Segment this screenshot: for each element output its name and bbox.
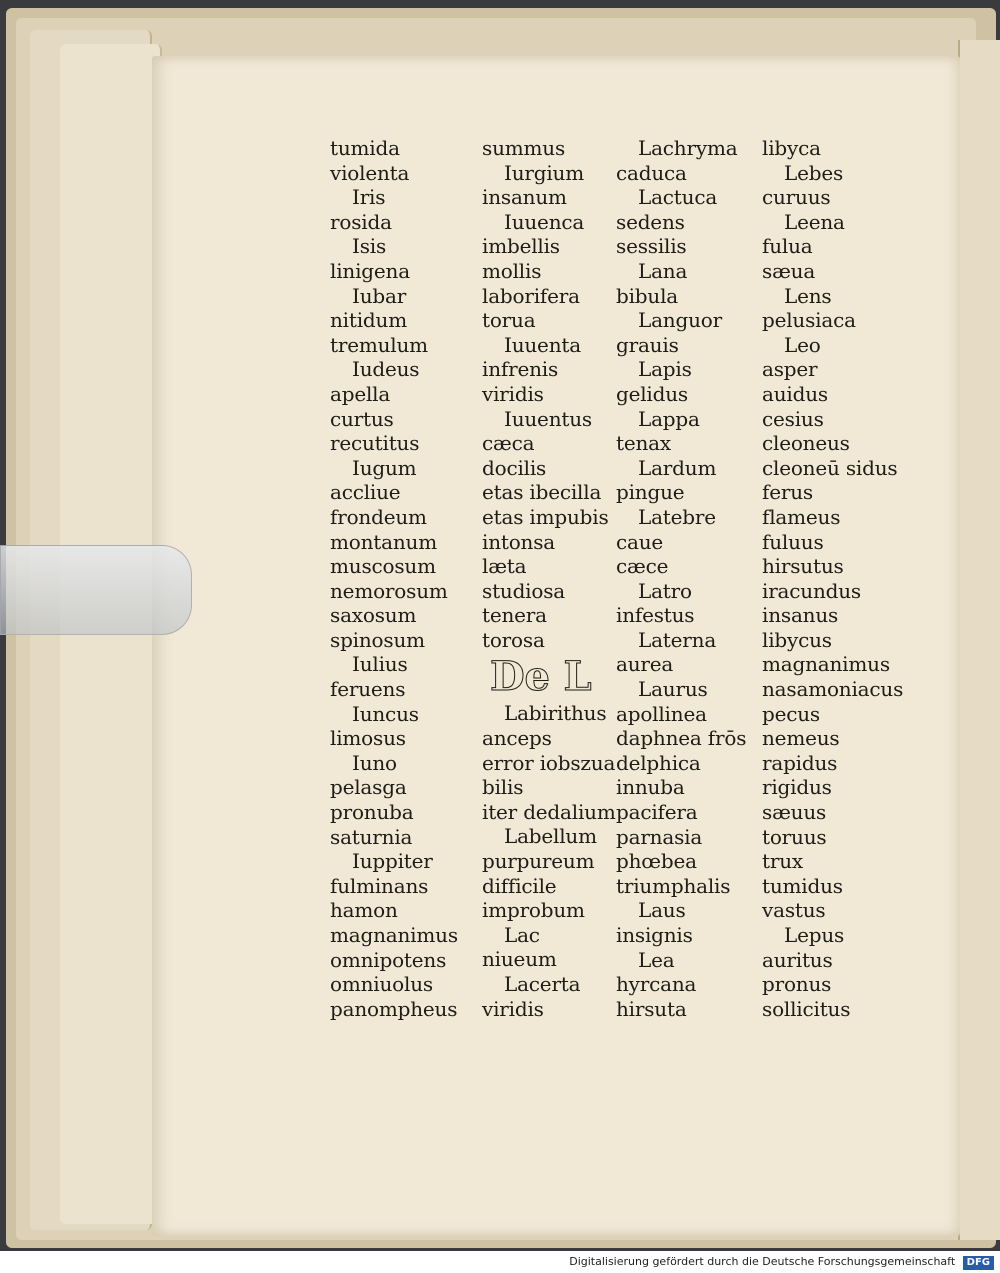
epithet: asper [762, 357, 818, 382]
epithet: niueum [482, 947, 557, 972]
epithet: muscosum [330, 554, 436, 579]
epithet: imbellis [482, 234, 560, 259]
epithet: etas impubis [482, 504, 609, 529]
headword: Labellum [504, 824, 597, 849]
headword: Latro [638, 578, 692, 603]
epithet: violenta [330, 160, 410, 185]
epithet: spinosum [330, 627, 425, 652]
epithet: tumida [330, 136, 400, 160]
epithet: viridis [482, 381, 544, 406]
epithet: caue [616, 529, 664, 554]
epithet: daphnea frōs [616, 726, 747, 751]
epithet: tumidus [762, 873, 843, 898]
epithet: hamon [330, 898, 398, 923]
epithet: infrenis [482, 357, 559, 382]
epithet: apella [330, 381, 391, 406]
epithet: recutitus [330, 431, 420, 456]
epithet: rapidus [762, 750, 838, 775]
headword: Laurus [638, 677, 708, 702]
headword: Iuppiter [352, 849, 433, 874]
headword: Laterna [638, 627, 717, 652]
epithet: pelasga [330, 775, 407, 800]
epithet: docilis [482, 455, 547, 480]
headword: Lappa [638, 406, 700, 431]
epithet: cæca [482, 431, 535, 456]
epithet: bilis [482, 775, 524, 800]
epithet: libycus [762, 627, 832, 652]
epithet: parnasia [616, 824, 703, 849]
epithet: mollis [482, 258, 542, 283]
epithet: delphica [616, 750, 701, 775]
epithet: auritus [762, 947, 833, 972]
epithet: insanum [482, 185, 567, 210]
epithet: rosida [330, 209, 392, 234]
epithet: sollicitus [762, 996, 851, 1021]
epithet: saturnia [330, 824, 413, 849]
epithet: viridis [482, 996, 544, 1021]
epithet: tenax [616, 431, 671, 456]
epithet: saxosum [330, 603, 417, 628]
epithet: trux [762, 849, 803, 874]
epithet: purpureum [482, 849, 595, 874]
epithet: gelidus [616, 381, 688, 406]
epithet: cleoneus [762, 431, 850, 456]
epithet: nemeus [762, 726, 840, 751]
epithet: pronus [762, 972, 832, 997]
headword: Iubar [352, 283, 407, 308]
epithet: error iobszua [482, 750, 616, 775]
headword: Lactuca [638, 185, 718, 210]
epithet: torosa [482, 627, 545, 652]
headword: Lac [504, 922, 540, 947]
headword: Isis [352, 234, 387, 259]
headword: Lea [638, 947, 675, 972]
headword: Latebre [638, 504, 716, 529]
epithet: sedens [616, 209, 685, 234]
epithet: summus [482, 136, 566, 160]
epithet: læta [482, 554, 527, 579]
epithet: magnanimus [762, 652, 890, 677]
epithet: torua [482, 308, 536, 333]
epithet: flameus [762, 504, 841, 529]
headword: Iuncus [352, 701, 419, 726]
epithet: panompheus [330, 996, 458, 1021]
epithet: nemorosum [330, 578, 448, 603]
epithet: triumphalis [616, 873, 731, 898]
epithet: auidus [762, 381, 828, 406]
epithet: laborifera [482, 283, 580, 308]
page-edge-right [958, 40, 1000, 1240]
epithet: infestus [616, 603, 695, 628]
epithet: caduca [616, 160, 687, 185]
epithet: ferus [762, 480, 813, 505]
headword: Iris [352, 185, 386, 210]
headword: Lachryma [638, 136, 738, 160]
headword: Iuuenca [504, 209, 585, 234]
headword: Lens [784, 283, 832, 308]
headword: Leena [784, 209, 845, 234]
epithet: improbum [482, 898, 585, 923]
epithet: aurea [616, 652, 674, 677]
epithet: fulminans [330, 873, 429, 898]
epithet: sessilis [616, 234, 687, 259]
epithet: insignis [616, 923, 693, 947]
epithet: bibula [616, 283, 679, 308]
epithet: frondeum [330, 504, 427, 529]
headword: Iuuentus [504, 406, 592, 431]
epithet: pelusiaca [762, 308, 856, 333]
epithet: sæua [762, 258, 816, 283]
headword: Iulius [352, 652, 408, 677]
epithet: fuluus [762, 529, 824, 554]
epithet: sæuus [762, 800, 827, 825]
headword: Iuno [352, 750, 397, 775]
epithet: difficile [482, 873, 557, 898]
epithet: limosus [330, 726, 406, 751]
dfg-logo: DFG [963, 1256, 994, 1270]
headword: Lebes [784, 160, 844, 185]
epithet: linigena [330, 258, 410, 283]
headword: Iurgium [504, 160, 584, 185]
headword: Languor [638, 308, 722, 333]
headword: Lana [638, 258, 688, 283]
epithet: cæce [616, 554, 669, 579]
headword: Iugum [352, 455, 417, 480]
headword: Iudeus [352, 357, 420, 382]
headword: Lardum [638, 455, 717, 480]
epithet: pecus [762, 701, 820, 726]
epithet: omniuolus [330, 972, 433, 997]
headword: Lapis [638, 357, 692, 382]
word-column-1 [330, 136, 490, 1021]
epithet: cesius [762, 406, 824, 431]
epithet: nitidum [330, 308, 407, 333]
epithet: montanum [330, 529, 437, 554]
epithet: omnipotens [330, 947, 447, 972]
epithet: feruens [330, 677, 406, 702]
footer-credit: Digitalisierung gefördert durch die Deutsche Forschungsgemeinschaft [569, 1255, 956, 1268]
footer-bar [0, 1251, 1000, 1273]
epithet: vastus [762, 898, 826, 923]
word-column-4 [762, 136, 922, 1021]
glass-page-holder [0, 545, 192, 635]
epithet: pacifera [616, 800, 698, 825]
epithet: anceps [482, 726, 552, 751]
epithet: iracundus [762, 578, 861, 603]
epithet: tremulum [330, 332, 428, 357]
epithet: phœbea [616, 849, 697, 874]
epithet: fulua [762, 234, 813, 259]
epithet: libyca [762, 136, 821, 160]
headword: Lacerta [504, 972, 581, 996]
epithet: innuba [616, 775, 685, 800]
epithet: nasamoniacus [762, 677, 904, 702]
epithet: pingue [616, 480, 685, 505]
epithet: curuus [762, 185, 831, 210]
epithet: cleoneū sidus [762, 455, 898, 480]
headword: Laus [638, 898, 686, 923]
epithet: toruus [762, 824, 827, 849]
epithet: hirsutus [762, 554, 844, 579]
headword: Leo [784, 332, 821, 357]
epithet: apollinea [616, 701, 707, 726]
epithet: hirsuta [616, 996, 687, 1021]
epithet: insanus [762, 603, 839, 628]
epithet: accliue [330, 480, 401, 505]
word-column-3 [616, 136, 776, 1021]
epithet: tenera [482, 603, 547, 628]
epithet: pronuba [330, 800, 414, 825]
epithet: etas ibecilla [482, 480, 602, 505]
epithet: rigidus [762, 775, 832, 800]
headword: Lepus [784, 923, 845, 947]
epithet: grauis [616, 332, 679, 357]
epithet: curtus [330, 406, 394, 431]
epithet: magnanimus [330, 923, 458, 947]
section-initial-de-l: De L [490, 653, 592, 701]
headword: Iuuenta [504, 332, 581, 357]
epithet: hyrcana [616, 972, 697, 997]
epithet: studiosa [482, 578, 566, 603]
headword: Labirithus [504, 701, 607, 726]
epithet: iter dedalium [482, 799, 616, 824]
epithet: intonsa [482, 529, 556, 554]
